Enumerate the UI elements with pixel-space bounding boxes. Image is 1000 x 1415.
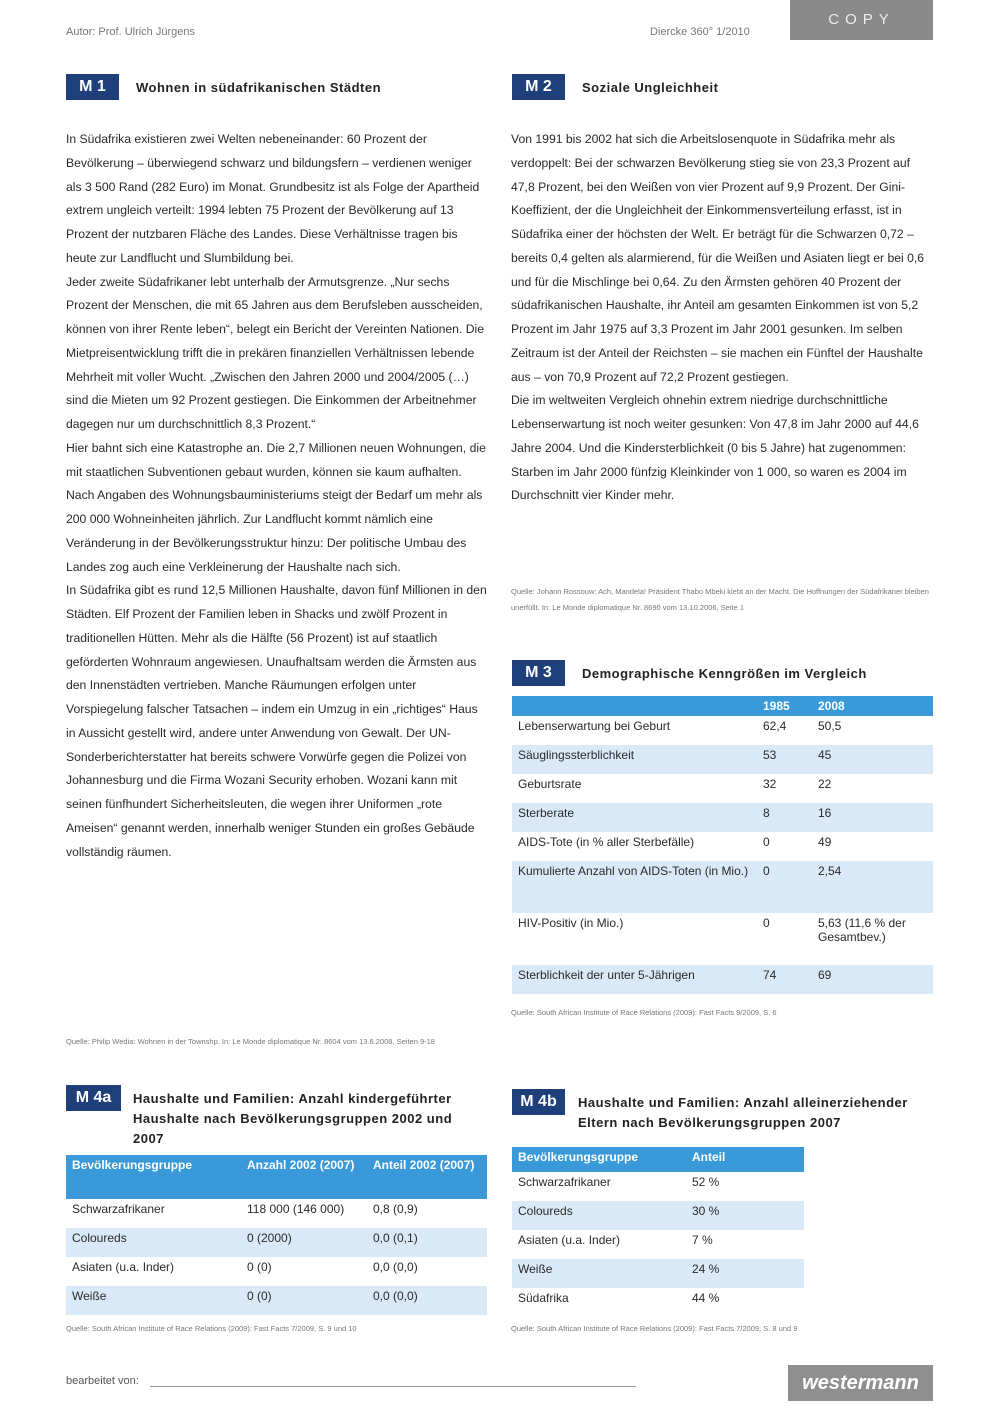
table-row xyxy=(512,1230,804,1259)
m3-source: Quelle: South African Institute of Race Relations (2009): Fast Facts 9/2009, S. 6 xyxy=(511,1008,777,1017)
table-row xyxy=(512,1201,804,1230)
table-cell: 50,5 xyxy=(812,716,933,745)
table-cell: Südafrika xyxy=(512,1288,686,1317)
m2-source: Quelle: Johann Rossouw: Ach, Mandela! Präsident Thabo Mbeki klebt an der Macht. Die Hoffnungen der Südafrikaner bleiben unerfüllt. In: Le Monde diplomatique Nr. 8690 vom 13.10.2006, Seite 1 xyxy=(511,587,929,612)
table-cell: Sterberate xyxy=(512,803,757,832)
table-cell: 118 000 (146 000) xyxy=(241,1199,367,1228)
table-cell: Asiaten (u.a. Inder) xyxy=(512,1230,686,1259)
table-cell: 53 xyxy=(757,745,812,774)
m4a-table xyxy=(66,1155,487,1315)
m3-header-row xyxy=(512,696,933,716)
m4b-table xyxy=(512,1147,804,1317)
m2-paragraph: Die im weltweiten Vergleich ohnehin extrem niedrige durchschnittliche Lebenserwartung ist noch weiter gesunken: Von 47,8 im Jahr 2000 auf 44,6 Jahre 2004. Und die Kindersterblichkeit (0 bis 5 Jahre) hat zugenommen: Starben im Jahr 2000 fünfzig Kleinkinder von 1 000, so waren es 2004 im Durchschnitt vier Kinder mehr. xyxy=(511,393,919,503)
m1-paragraph: In Südafrika existieren zwei Welten nebeneinander: 60 Prozent der Bevölkerung – überwiegend schwarz und bildungsfern – verdienen weniger als 3 500 Rand (282 Euro) im Monat. Grundbesitz ist als Folge der Apartheid extrem ungleich verteilt: 1994 lebten 75 Prozent der Bevölkerung auf 13 Prozent der nutzbaren Fläche des Landes. Diese Verhältnisse tragen bis heute zur Landflucht und Slumbildung bei. xyxy=(66,132,480,265)
table-row xyxy=(512,913,933,965)
table-cell: Sterblichkeit der unter 5-Jährigen xyxy=(512,965,757,994)
table-cell: 0 (2000) xyxy=(241,1228,367,1257)
table-cell: 52 % xyxy=(686,1172,804,1201)
table-row xyxy=(512,716,933,745)
table-cell: Coloureds xyxy=(512,1201,686,1230)
table-cell: 49 xyxy=(812,832,933,861)
m4b-source: Quelle: South African Institute of Race Relations (2009): Fast Facts 7/2009, S. 8 und 9 xyxy=(511,1324,798,1333)
table-row xyxy=(66,1228,487,1257)
table-cell: 22 xyxy=(812,774,933,803)
m1-source: Quelle: Philip Wedia: Wohnen in der Townshp. In: Le Monde diplomatique Nr. 8604 vom 13.6.2008, Seiten 9-18 xyxy=(66,1037,435,1046)
m3-title: Demographische Kenngrößen im Vergleich xyxy=(582,666,867,681)
table-cell: Kumulierte Anzahl von AIDS-Toten (in Mio.) xyxy=(512,861,757,913)
m2-text xyxy=(511,128,931,508)
table-cell: 0 xyxy=(757,861,812,913)
table-cell: AIDS-Tote (in % aller Sterbefälle) xyxy=(512,832,757,861)
table-cell: 32 xyxy=(757,774,812,803)
table-cell: 0,0 (0,0) xyxy=(367,1286,487,1315)
m3-col-2008: 2008 xyxy=(812,696,933,716)
m3-table xyxy=(512,696,933,994)
m4a-col-count: Anzahl 2002 (2007) xyxy=(241,1155,367,1199)
m1-title: Wohnen in südafrikanischen Städten xyxy=(136,80,382,95)
table-row xyxy=(66,1286,487,1315)
m3-col-1985: 1985 xyxy=(757,696,812,716)
table-cell: 5,63 (11,6 % der Gesamtbev.) xyxy=(812,913,933,965)
m1-paragraph: Jeder zweite Südafrikaner lebt unterhalb der Armutsgrenze. „Nur sechs Prozent der Menschen, die mit 65 Jahren aus dem Berufsleben ausscheiden, können von ihrer Rente leben“, belegt ein Bericht der Vereinten Nationen. Die Mietpreisentwicklung trifft die in prekären finanziellen Verhältnissen lebende Mehrheit mit voller Wucht. „Zwischen den Jahren 2000 und 2004/2005 (…) sind die Mieten um 92 Prozent gestiegen. Die Einkommen der Arbeitnehmer dagegen nur um durchschnittlich 8,3 Prozent.“ xyxy=(66,274,485,431)
table-cell: 0 xyxy=(757,913,812,965)
m4a-header-row xyxy=(66,1155,487,1199)
table-cell: 0,0 (0,1) xyxy=(367,1228,487,1257)
table-cell: Coloureds xyxy=(66,1228,241,1257)
m4a-source: Quelle: South African Institute of Race Relations (2009): Fast Facts 7/2009, S. 9 und 10 xyxy=(66,1324,357,1333)
table-cell: Schwarzafrikaner xyxy=(66,1199,241,1228)
author-line: Autor: Prof. Ulrich Jürgens xyxy=(66,26,195,38)
table-row xyxy=(512,1288,804,1317)
table-row xyxy=(512,861,933,913)
m4b-header-row xyxy=(512,1147,804,1172)
copy-label: COPY xyxy=(790,0,933,40)
table-cell: 44 % xyxy=(686,1288,804,1317)
table-cell: 0,0 (0,0) xyxy=(367,1257,487,1286)
m4a-col-share: Anteil 2002 (2007) xyxy=(367,1155,487,1199)
m1-badge: M 1 xyxy=(66,74,119,100)
table-cell: Geburtsrate xyxy=(512,774,757,803)
signature-line xyxy=(150,1386,636,1387)
table-cell: Weiße xyxy=(512,1259,686,1288)
table-row xyxy=(512,774,933,803)
m4a-col-group: Bevölkerungsgruppe xyxy=(66,1155,241,1199)
m1-paragraph: In Südafrika gibt es rund 12,5 Millionen Haushalte, davon fünf Millionen in den Städten. Elf Prozent der Familien leben in Shacks und zwölf Prozent in traditionellen Hütten. Mehr als die Hälfte (56 Prozent) ist auf staatlich geförderten Wohnraum angewiesen. Unaufhaltsam werden die Ärmsten aus den Innenstädten vertrieben. Manche Räumungen erfolgen unter Vorspiegelung falscher Tatsachen – indem ein Umzug in ein „richtiges“ Haus in Aussicht gestellt wird, andere unter Anwendung von Gewalt. Der UN-Sonderberichterstatter hat bereits schwere Vorwürfe gegen die Polizei von Johannesburg und die Firma Wozani Security erhoben. Wozani kann mit seinen fünfhundert Sicherheitsleuten, die wegen ihrer Uniformen „rote Ameisen“ genannt werden, innerhalb weniger Stunden ein großes Gebäude vollständig räumen. xyxy=(66,583,487,859)
table-row xyxy=(66,1199,487,1228)
table-row xyxy=(66,1257,487,1286)
m4a-title: Haushalte und Familien: Anzahl kindergeführter Haushalte nach Bevölkerungsgruppen 2002 und 2007 xyxy=(133,1091,453,1146)
table-cell: 45 xyxy=(812,745,933,774)
m4b-title: Haushalte und Familien: Anzahl alleinerziehender Eltern nach Bevölkerungsgruppen 2007 xyxy=(578,1095,908,1130)
table-cell: 0 xyxy=(757,832,812,861)
m2-paragraph: Von 1991 bis 2002 hat sich die Arbeitslosenquote in Südafrika mehr als verdoppelt: Bei der schwarzen Bevölkerung stieg sie von 23,3 Prozent auf 47,8 Prozent, bei den Weißen von vier Prozent auf 9,9 Prozent. Der Gini-Koeffizient, der die Ungleichheit der Einkommensverteilung erfasst, ist in Südafrika einer der höchsten der Welt. Er beträgt für die Schwarzen 0,72 – bereits 0,4 gelten als alarmierend, für die Weißen und Asiaten liegt er bei 0,6 und für die Mischlinge bei 0,64. Zu den Ärmsten gehören 40 Prozent der südafrikanischen Haushalte, ihr Anteil am gesamten Einkommen ist von 5,2 Prozent im Jahr 1975 auf 3,3 Prozent im Jahr 2001 gesunken. Im selben Zeitraum ist der Anteil der Reichsten – sie machen ein Fünftel der Haushalte aus – von 70,9 Prozent auf 72,2 Prozent gestiegen. xyxy=(511,132,925,384)
m1-text xyxy=(66,128,489,864)
table-cell: 24 % xyxy=(686,1259,804,1288)
table-cell: 2,54 xyxy=(812,861,933,913)
table-row xyxy=(512,745,933,774)
m3-col-label xyxy=(512,696,757,716)
m4b-col-share: Anteil xyxy=(686,1147,804,1172)
table-row xyxy=(512,832,933,861)
m4b-col-group: Bevölkerungsgruppe xyxy=(512,1147,686,1172)
table-cell: 62,4 xyxy=(757,716,812,745)
table-cell: HIV-Positiv (in Mio.) xyxy=(512,913,757,965)
m2-badge: M 2 xyxy=(512,74,565,100)
table-cell: 0 (0) xyxy=(241,1257,367,1286)
table-cell: 7 % xyxy=(686,1230,804,1259)
table-row xyxy=(512,1172,804,1201)
westermann-logo: westermann xyxy=(788,1365,933,1401)
m4b-badge: M 4b xyxy=(512,1089,565,1115)
table-row xyxy=(512,965,933,994)
table-cell: 16 xyxy=(812,803,933,832)
journal-line: Diercke 360° 1/2010 xyxy=(650,26,750,38)
edited-by-label: bearbeitet von: xyxy=(66,1375,139,1387)
table-cell: Schwarzafrikaner xyxy=(512,1172,686,1201)
table-cell: Asiaten (u.a. Inder) xyxy=(66,1257,241,1286)
table-cell: Lebenserwartung bei Geburt xyxy=(512,716,757,745)
m4a-badge: M 4a xyxy=(66,1085,121,1111)
table-cell: 0,8 (0,9) xyxy=(367,1199,487,1228)
m2-title: Soziale Ungleichheit xyxy=(582,80,719,95)
m1-paragraph: Hier bahnt sich eine Katastrophe an. Die 2,7 Millionen neuen Wohnungen, die mit staatlichen Subventionen gebaut wurden, können sie kaum aufhalten. Nach Angaben des Wohnungsbauministeriums steigt der Bedarf um mehr als 200 000 Wohneinheiten jährlich. Zur Landflucht kommt nämlich eine Veränderung in der Bevölkerungsstruktur hinzu: Der politische Umbau des Landes zog auch eine Verkleinerung der Haushalte nach sich. xyxy=(66,440,486,574)
table-cell: 0 (0) xyxy=(241,1286,367,1315)
table-cell: 69 xyxy=(812,965,933,994)
table-row xyxy=(512,1259,804,1288)
table-cell: Weiße xyxy=(66,1286,241,1315)
table-cell: 8 xyxy=(757,803,812,832)
table-cell: Säuglingssterblichkeit xyxy=(512,745,757,774)
table-cell: 74 xyxy=(757,965,812,994)
table-cell: 30 % xyxy=(686,1201,804,1230)
table-row xyxy=(512,803,933,832)
m3-badge: M 3 xyxy=(512,660,565,686)
